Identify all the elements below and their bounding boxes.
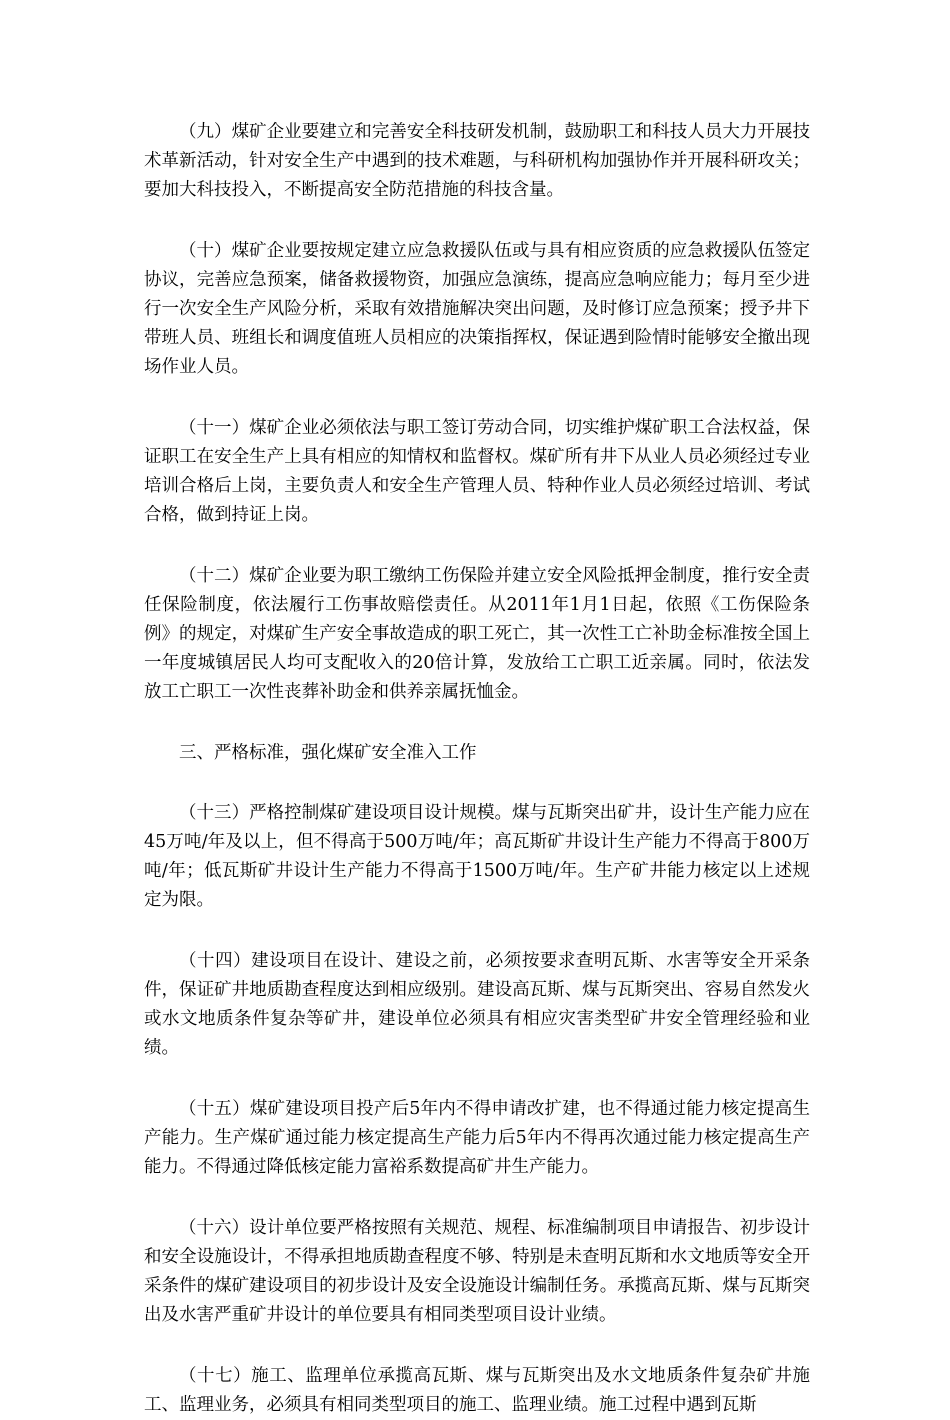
paragraph-9: （九）煤矿企业要建立和完善安全科技研发机制，鼓励职工和科技人员大力开展技术革新活动，针对安全生产中遇到的技术难题，与科研机构加强协作并开展科研攻关；要加大科技投入，不断提高安全防范措施的科技含量。: [144, 122, 810, 200]
paragraph-17: （十七）施工、监理单位承揽高瓦斯、煤与瓦斯突出及水文地质条件复杂矿井施工、监理业务，必须具有相同类型项目的施工、监理业绩。施工过程中遇到瓦斯: [144, 1366, 810, 1415]
paragraph-14: （十四）建设项目在设计、建设之前，必须按要求查明瓦斯、水害等安全开采条件，保证矿井地质勘查程度达到相应级别。建设高瓦斯、煤与瓦斯突出、容易自然发火或水文地质条件复杂等矿井，建设单位必须具有相应灾害类型矿井安全管理经验和业绩。: [144, 951, 810, 1058]
paragraph-11: （十一）煤矿企业必须依法与职工签订劳动合同，切实维护煤矿职工合法权益，保证职工在安全生产上具有相应的知情权和监督权。煤矿所有井下从业人员必须经过专业培训合格后上岗，主要负责人和安全生产管理人员、特种作业人员必须经过培训、考试合格，做到持证上岗。: [144, 418, 810, 525]
document-body: [144, 118, 810, 1420]
paragraph-15: （十五）煤矿建设项目投产后5年内不得申请改扩建，也不得通过能力核定提高生产能力。生产煤矿通过能力核定提高生产能力后5年内不得再次通过能力核定提高生产能力。不得通过降低核定能力富裕系数提高矿井生产能力。: [144, 1099, 810, 1177]
section-heading-3: 三、严格标准，强化煤矿安全准入工作: [179, 743, 477, 763]
paragraph-12: （十二）煤矿企业要为职工缴纳工伤保险并建立安全风险抵押金制度，推行安全责任保险制度，依法履行工伤事故赔偿责任。从2011年1月1日起，依照《工伤保险条例》的规定，对煤矿生产安全事故造成的职工死亡，其一次性工亡补助金标准按全国上一年度城镇居民人均可支配收入的20倍计算，发放给工亡职工近亲属。同时，依法发放工亡职工一次性丧葬补助金和供养亲属抚恤金。: [144, 566, 810, 702]
paragraph-10: （十）煤矿企业要按规定建立应急救援队伍或与具有相应资质的应急救援队伍签定协议，完善应急预案，储备救援物资，加强应急演练，提高应急响应能力；每月至少进行一次安全生产风险分析，采取有效措施解决突出问题，及时修订应急预案；授予井下带班人员、班组长和调度值班人员相应的决策指挥权，保证遇到险情时能够安全撤出现场作业人员。: [144, 241, 810, 377]
paragraph-16: （十六）设计单位要严格按照有关规范、规程、标准编制项目申请报告、初步设计和安全设施设计，不得承担地质勘查程度不够、特别是未查明瓦斯和水文地质等安全开采条件的煤矿建设项目的初步设计及安全设施设计编制任务。承揽高瓦斯、煤与瓦斯突出及水害严重矿井设计的单位要具有相同类型项目设计业绩。: [144, 1218, 810, 1325]
paragraph-13: （十三）严格控制煤矿建设项目设计规模。煤与瓦斯突出矿井，设计生产能力应在45万吨/年及以上，但不得高于500万吨/年；高瓦斯矿井设计生产能力不得高于800万吨/年；低瓦斯矿井设计生产能力不得高于1500万吨/年。生产矿井能力核定以上述规定为限。: [144, 803, 810, 910]
